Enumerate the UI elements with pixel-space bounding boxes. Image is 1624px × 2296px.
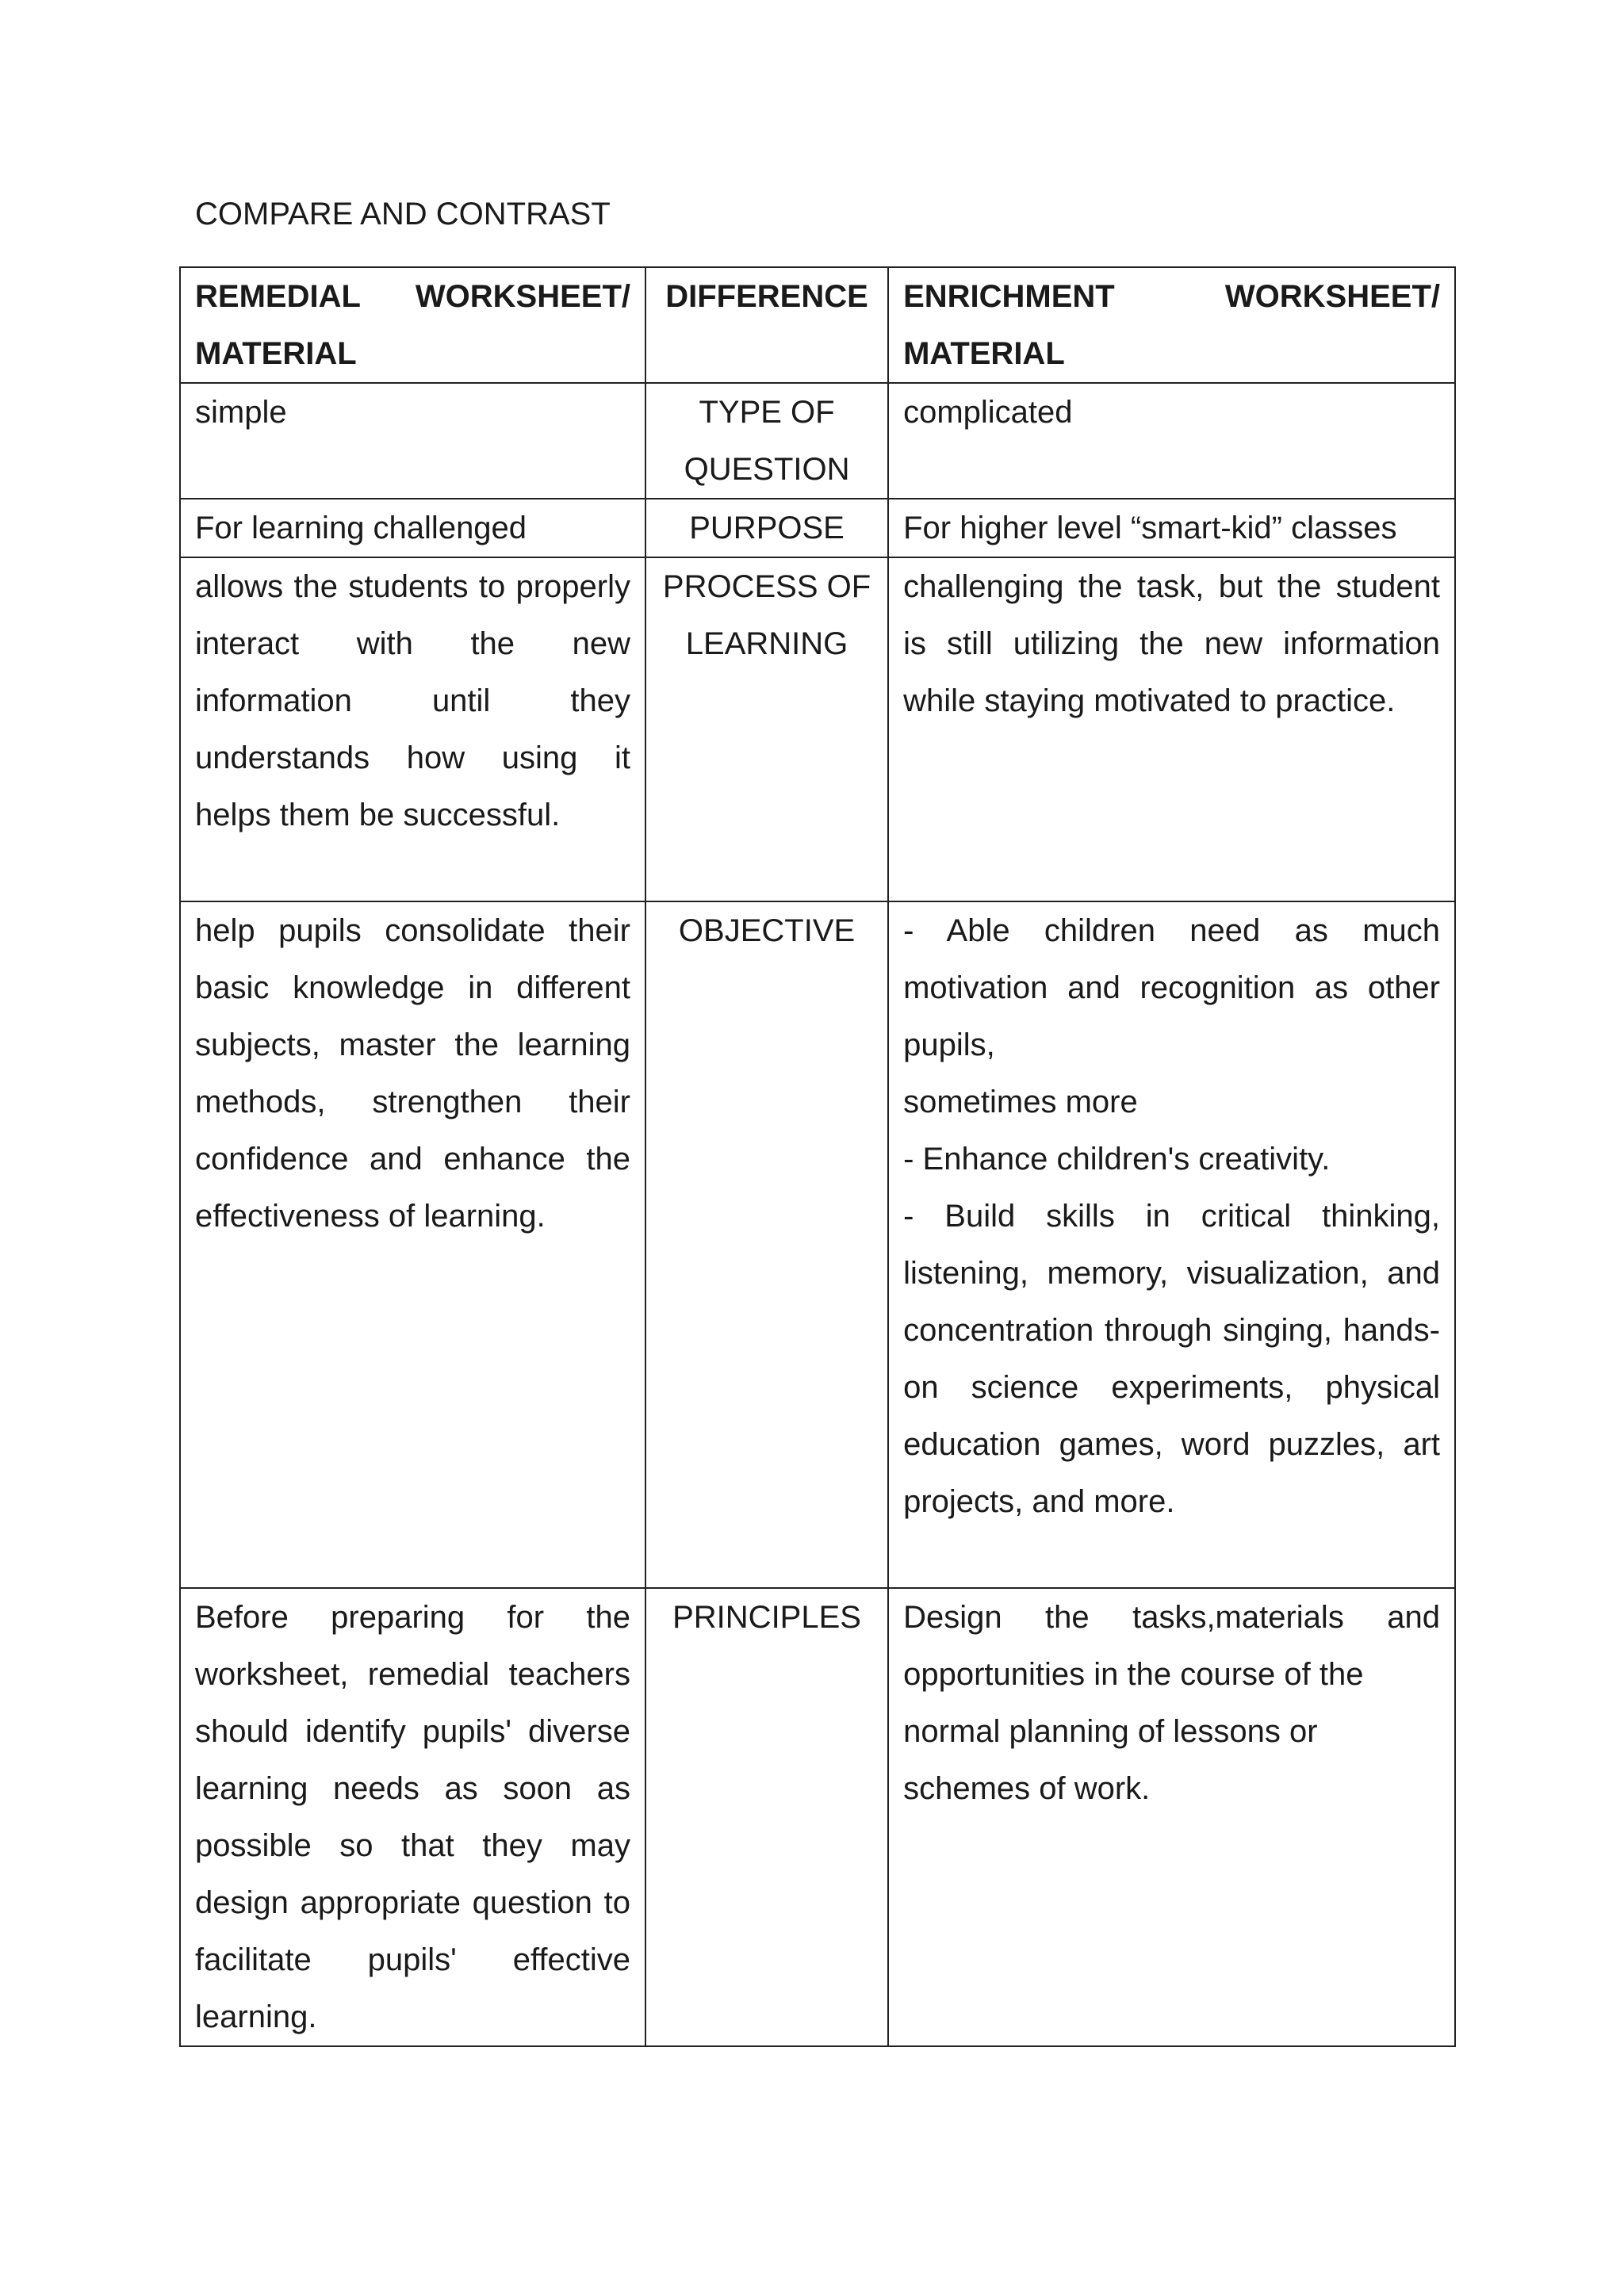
difference-cell: TYPE OF QUESTION: [645, 383, 888, 499]
header-difference: DIFFERENCE: [645, 267, 888, 383]
objective-part-2: sometimes more: [903, 1085, 1138, 1119]
document-heading: COMPARE AND CONTRAST: [195, 197, 611, 232]
header-remedial-line2: MATERIAL: [195, 336, 357, 371]
table-header-row: [180, 267, 1455, 383]
table-row-purpose: [180, 499, 1455, 557]
header-enrichment: [888, 267, 1455, 383]
difference-cell: PURPOSE: [645, 499, 888, 557]
principles-part-2: normal planning of lessons or: [903, 1714, 1318, 1749]
objective-part-4: - Build skills in critical thinking, listening, memory, visualization, and concentration through singing, hands-on science experiments, physical education games, word puzzles, art projects, and more.: [903, 1199, 1440, 1519]
remedial-cell: allows the students to properly interact with the new information until they understands how using it helps them be successful.: [180, 557, 645, 901]
remedial-cell: simple: [180, 383, 645, 499]
objective-part-3: - Enhance children's creativity.: [903, 1142, 1331, 1177]
remedial-cell: Before preparing for the worksheet, remedial teachers should identify pupils' diverse learning needs as soon as possible so that they may design appropriate question to facilitate pupils' effective learning.: [180, 1588, 645, 2046]
header-enrichment-line2: MATERIAL: [903, 336, 1065, 371]
enrichment-cell: [888, 901, 1455, 1588]
objective-part-1: - Able children need as much motivation and recognition as other pupils,: [903, 913, 1440, 1062]
remedial-cell: For learning challenged: [180, 499, 645, 557]
difference-cell: PRINCIPLES: [645, 1588, 888, 2046]
table-row-principles: [180, 1588, 1455, 2046]
enrichment-cell: complicated: [888, 383, 1455, 499]
table-row-objective: [180, 901, 1455, 1588]
compare-contrast-table: [179, 266, 1456, 2047]
enrichment-cell: For higher level “smart-kid” classes: [888, 499, 1455, 557]
header-remedial: [180, 267, 645, 383]
enrichment-cell: [888, 1588, 1455, 2046]
remedial-cell: help pupils consolidate their basic knowledge in different subjects, master the learning methods, strengthen their confidence and enhance the effectiveness of learning.: [180, 901, 645, 1588]
difference-cell: OBJECTIVE: [645, 901, 888, 1588]
header-remedial-line1: REMEDIAL WORKSHEET/: [195, 279, 630, 314]
table-row-type-of-question: [180, 383, 1455, 499]
enrichment-cell: challenging the task, but the student is still utilizing the new information while staying motivated to practice.: [888, 557, 1455, 901]
principles-part-1: Design the tasks,materials and opportunities in the course of the: [903, 1600, 1440, 1692]
difference-cell: PROCESS OF LEARNING: [645, 557, 888, 901]
table-row-process-of-learning: [180, 557, 1455, 901]
header-enrichment-line1: ENRICHMENT WORKSHEET/: [903, 279, 1440, 314]
principles-part-3: schemes of work.: [903, 1771, 1151, 1806]
